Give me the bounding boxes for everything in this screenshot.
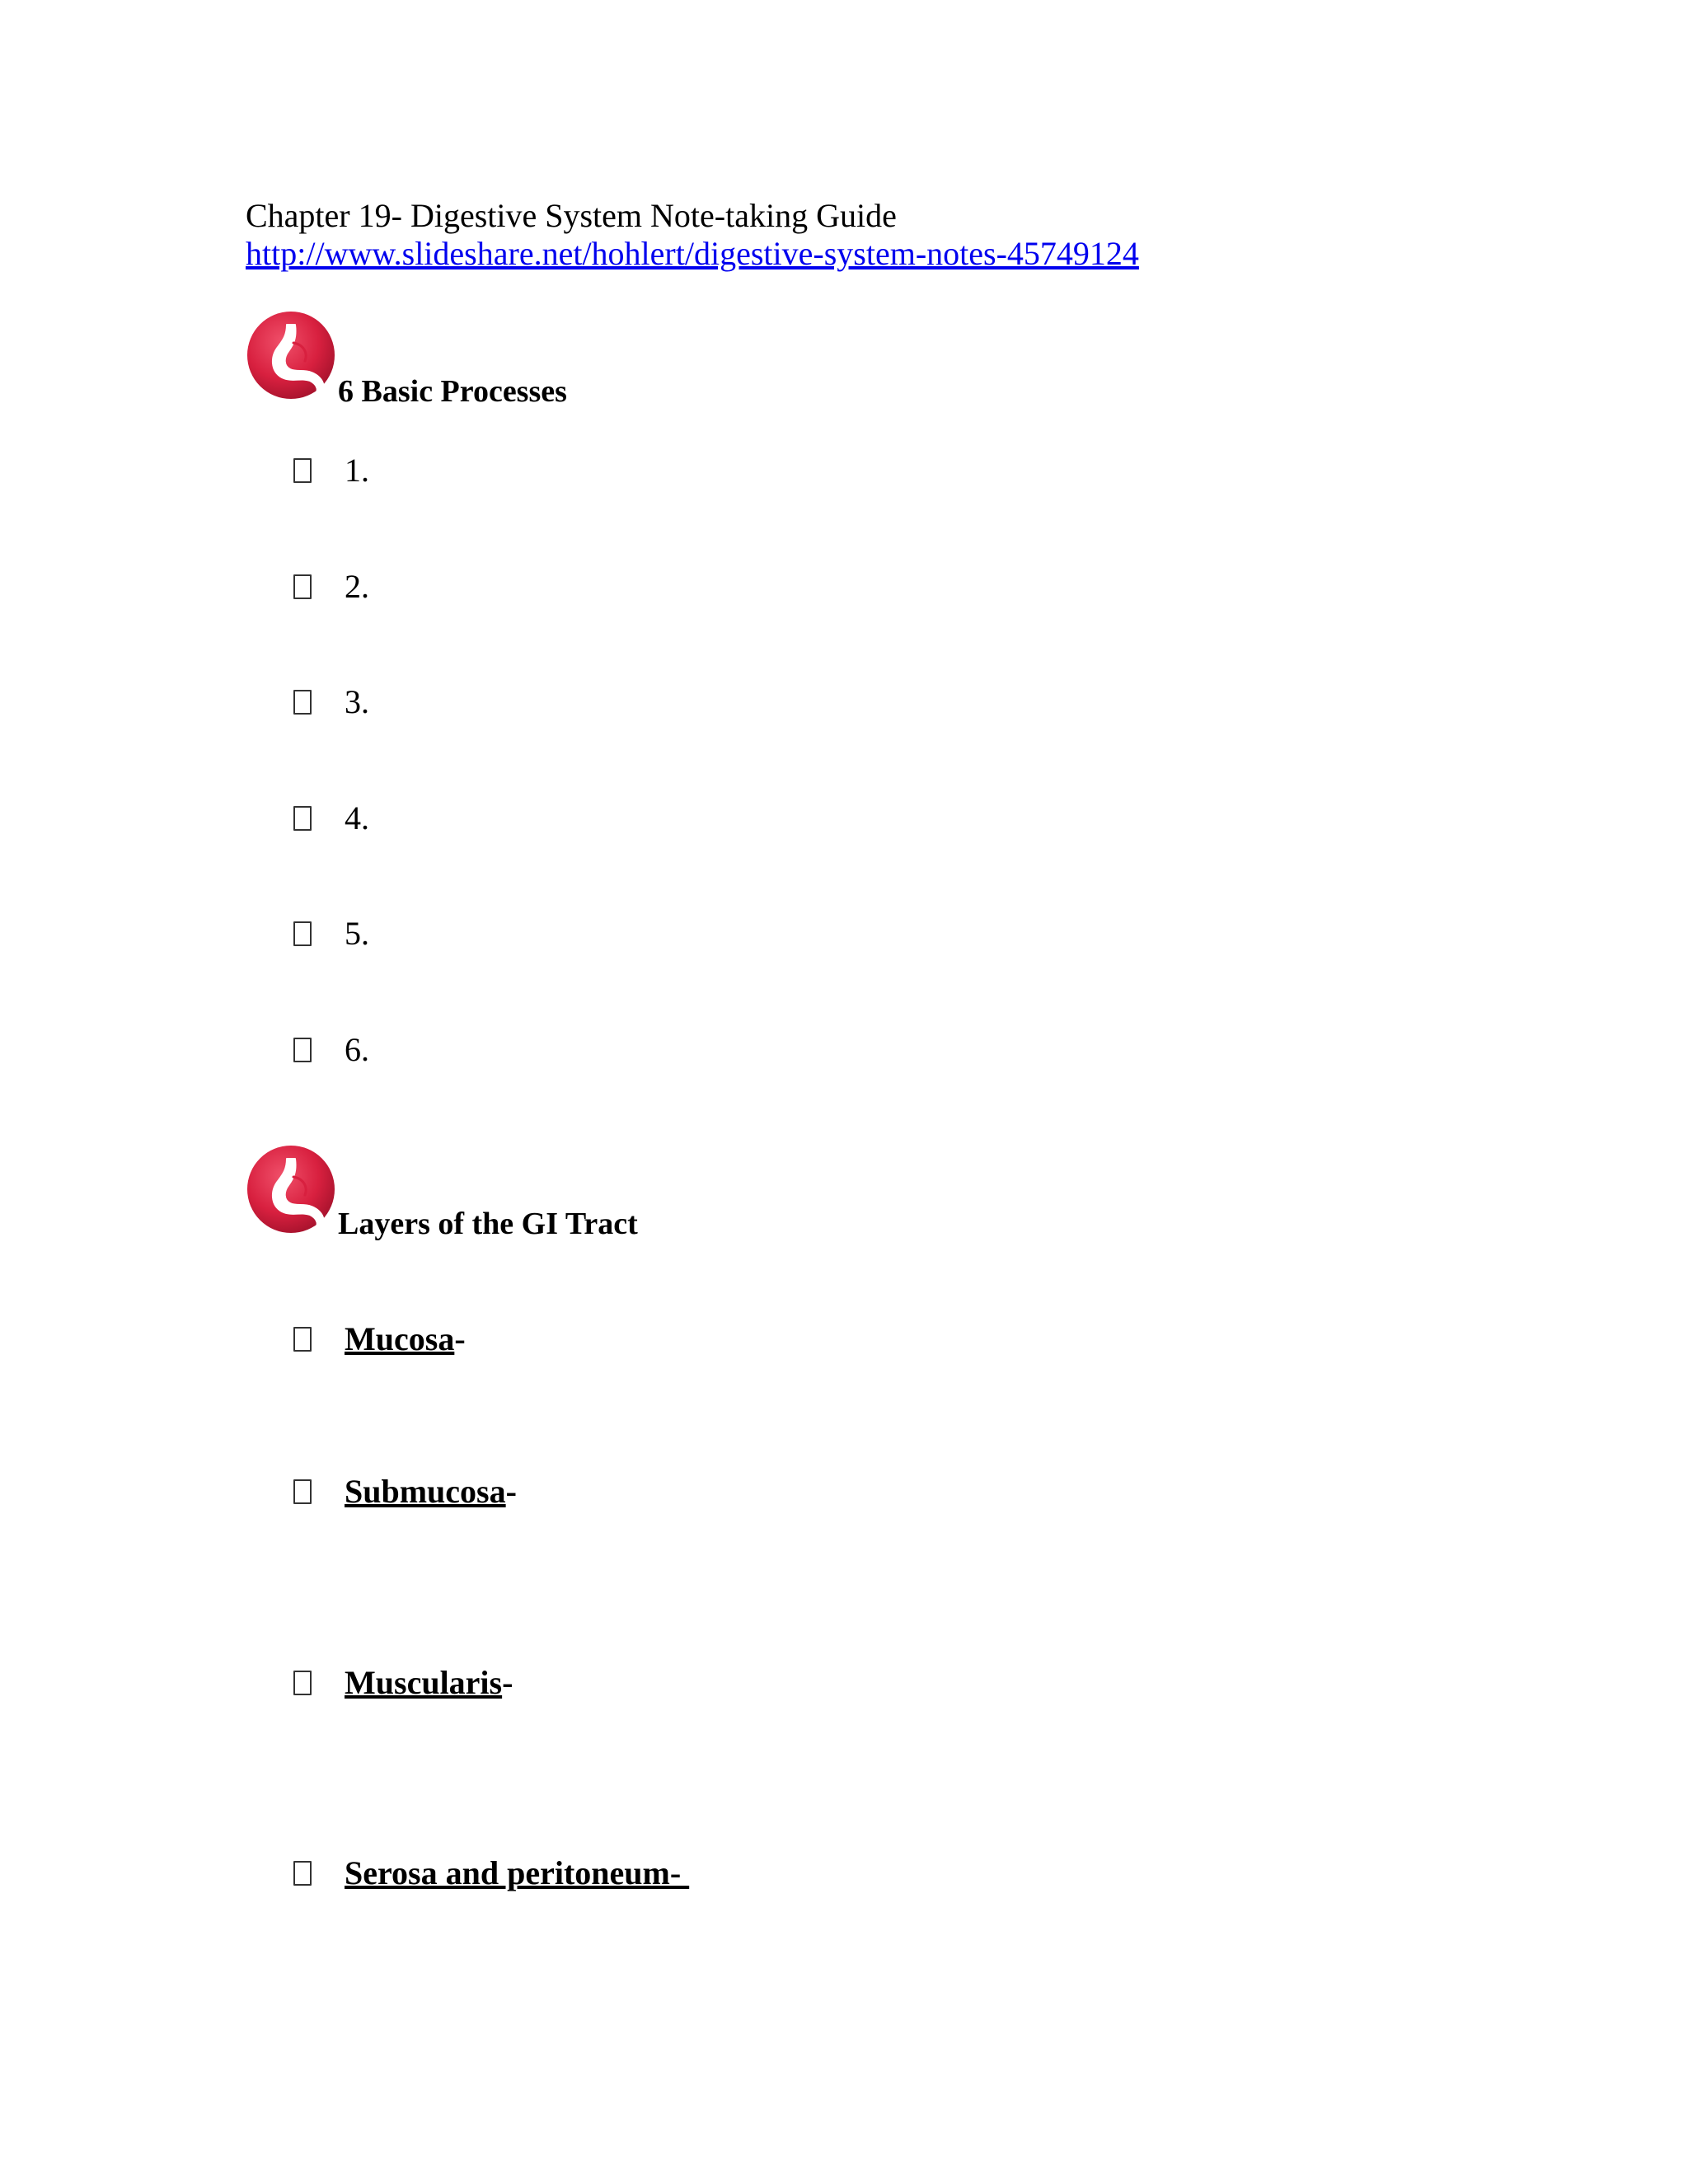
layer-term: Muscularis <box>345 1664 503 1701</box>
layer-suffix: - <box>505 1473 517 1510</box>
section-heading: 6 Basic Processes <box>338 374 567 409</box>
bullet-icon <box>293 1671 312 1695</box>
layer-term: Serosa and peritoneum- <box>345 1854 690 1891</box>
layer-suffix: - <box>502 1664 513 1701</box>
layer-serosa <box>345 1854 689 1893</box>
list-item: 6. <box>345 1031 369 1068</box>
bullet-icon <box>293 921 312 946</box>
layer-term: Mucosa <box>345 1320 455 1357</box>
document-title: Chapter 19- Digestive System Note-taking Guide <box>246 197 897 234</box>
bullet-icon <box>293 1038 312 1062</box>
layer-mucosa <box>345 1319 466 1359</box>
section-heading: Layers of the GI Tract <box>338 1207 638 1241</box>
bullet-icon <box>293 1327 312 1352</box>
stomach-icon <box>246 1144 336 1235</box>
layer-suffix: - <box>454 1320 466 1357</box>
layer-term: Submucosa <box>345 1473 506 1510</box>
bullet-icon <box>293 458 312 483</box>
layer-submucosa <box>345 1472 517 1511</box>
bullet-icon <box>293 806 312 831</box>
list-item: 2. <box>345 568 369 605</box>
list-item: 1. <box>345 452 369 489</box>
slideshare-link[interactable]: http://www.slideshare.net/hohlert/digestive-system-notes-45749124 <box>246 235 1139 272</box>
list-item: 4. <box>345 799 369 837</box>
bullet-icon <box>293 574 312 599</box>
list-item: 3. <box>345 683 369 720</box>
bullet-icon <box>293 690 312 715</box>
bullet-icon <box>293 1479 312 1504</box>
list-item: 5. <box>345 915 369 952</box>
bullet-icon <box>293 1861 312 1886</box>
stomach-icon <box>246 310 336 401</box>
layer-muscularis <box>345 1663 513 1703</box>
